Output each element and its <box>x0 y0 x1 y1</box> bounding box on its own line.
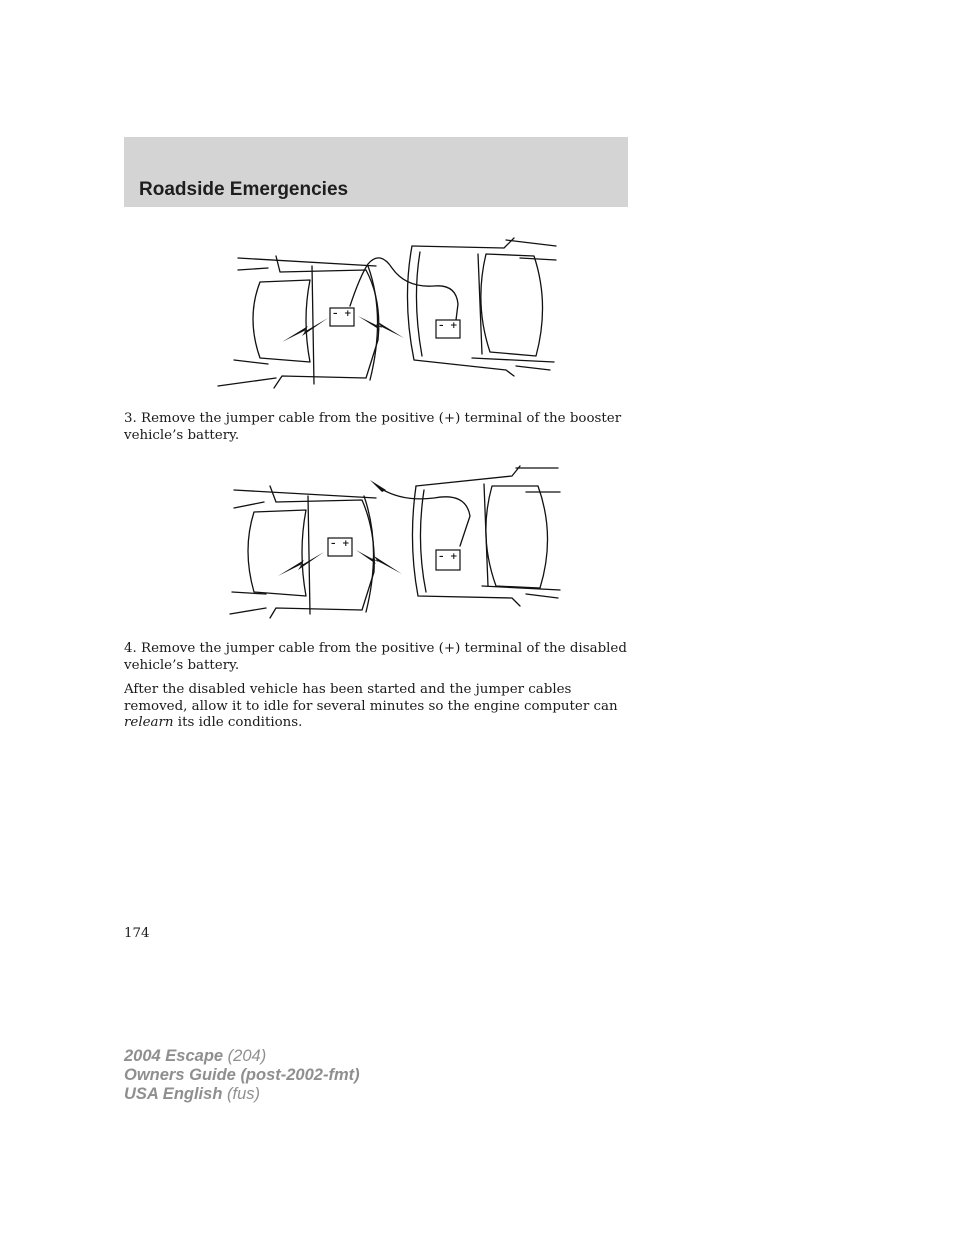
footer-line-1: 2004 Escape (204) <box>124 1047 267 1065</box>
negative-terminal-label: – <box>439 321 444 331</box>
battery-right <box>436 320 460 338</box>
step-3-text: 3. Remove the jumper cable from the positive (+) terminal of the booster vehicle’s battery. <box>124 411 622 443</box>
battery-left <box>330 308 354 326</box>
footer-line-3: USA English (fus) <box>124 1085 260 1103</box>
jumper-cable-diagram-step-4 <box>226 462 562 624</box>
negative-terminal-label: – <box>331 539 336 549</box>
battery-left <box>328 538 352 556</box>
positive-terminal-label: + <box>344 309 352 319</box>
document-footer <box>124 1047 360 1104</box>
left-vehicle <box>230 486 376 618</box>
positive-terminal-label: + <box>342 539 350 549</box>
battery-right <box>436 550 460 570</box>
page-number: 174 <box>124 926 150 941</box>
section-title: Roadside Emergencies <box>139 179 349 200</box>
jumper-cable-diagram-step-3 <box>216 230 560 398</box>
step-4-text: 4. Remove the jumper cable from the positive (+) terminal of the disabled vehicle’s battery. <box>124 641 627 673</box>
after-start-text: After the disabled vehicle has been started and the jumper cables removed, allow it to idle for several minutes so the engine computer can relearn its idle conditions. <box>124 682 618 730</box>
jumper-cable <box>350 258 458 320</box>
positive-terminal-label: + <box>450 552 458 562</box>
left-vehicle <box>218 256 379 388</box>
footer-line-2: Owners Guide (post-2002-fmt) <box>124 1066 360 1084</box>
section-header-bar <box>124 137 628 207</box>
negative-terminal-label: – <box>333 309 338 319</box>
positive-terminal-label: + <box>450 321 458 331</box>
right-vehicle <box>407 238 556 376</box>
right-vehicle <box>412 466 560 606</box>
emphasis-relearn: relearn <box>124 715 174 730</box>
negative-terminal-label: – <box>439 552 444 562</box>
